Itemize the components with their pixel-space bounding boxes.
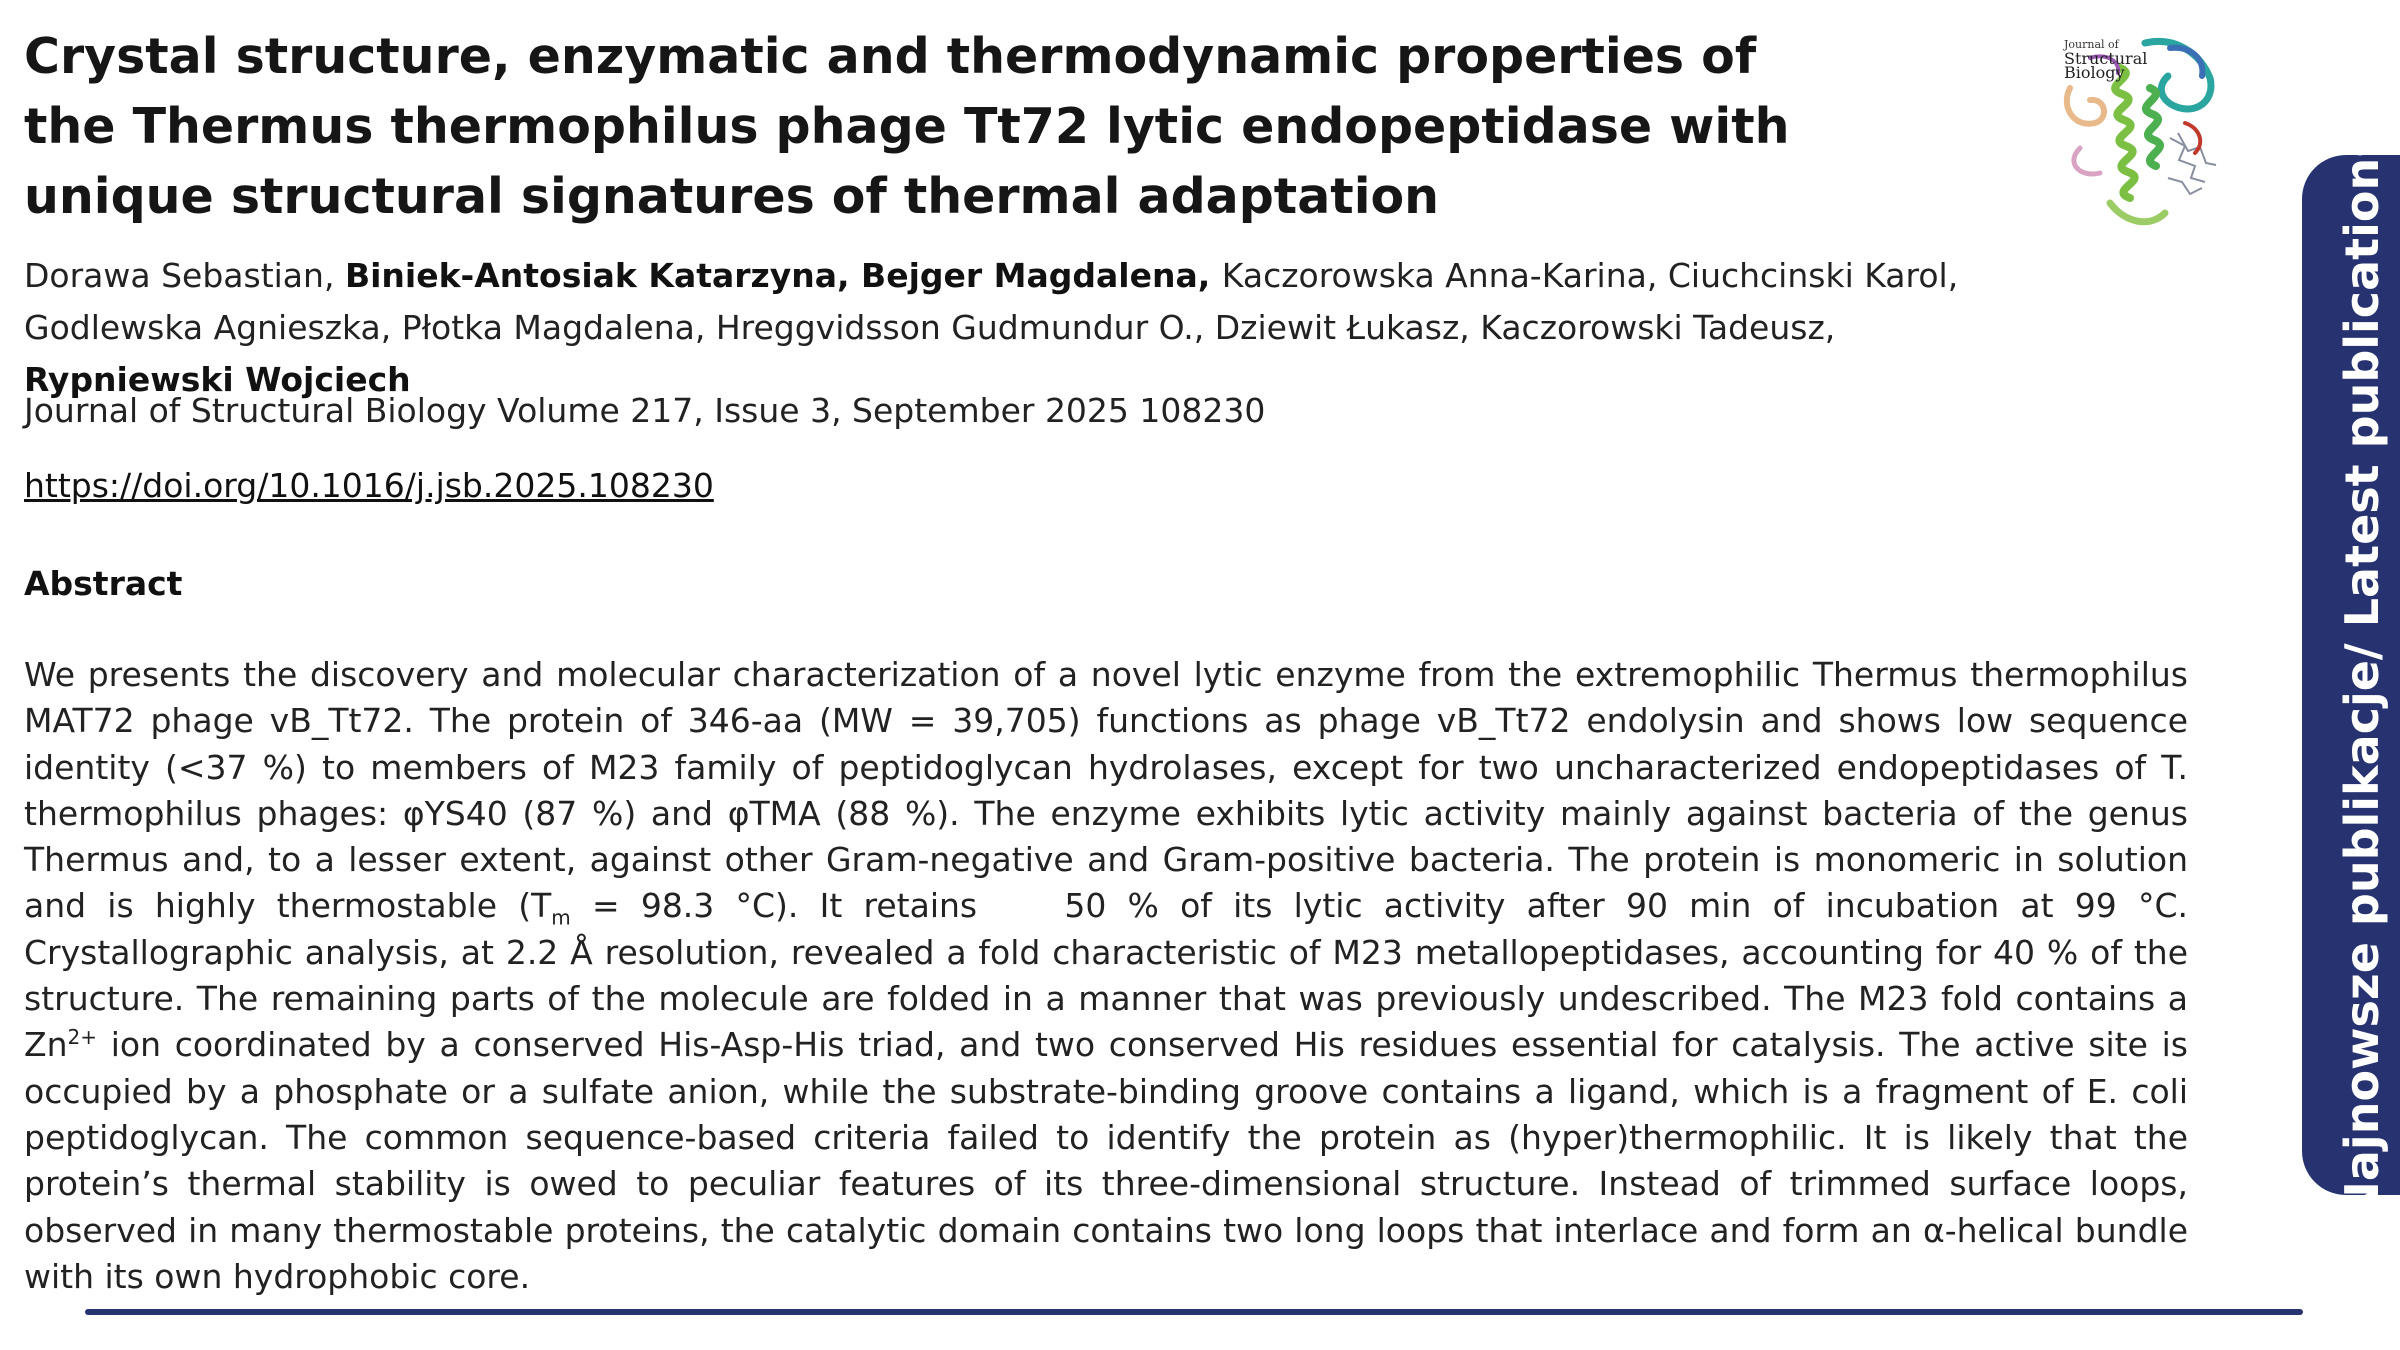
cover-journal-line3: Biology — [2064, 63, 2125, 82]
author-name: Dziewit Łukasz — [1214, 308, 1460, 347]
abstract-text-run: = 98.3 °C). It retains 50 % of its lytic activity after 90 min of incubation at 99 °C. Crystallographic analysis, at 2.2 Å resolution, revealed a fold characteristic of M23 metallopeptidases, accounting for 40 % of the structure. The remaining parts of the molecule are folded in a manner that was previously undescribed. The M23 fold contains a Zn — [24, 886, 2188, 1065]
author-name: Płotka Magdalena — [401, 308, 695, 347]
protein-structure-cover-icon — [2050, 28, 2220, 238]
journal-citation: Journal of Structural Biology Volume 217, Issue 3, September 2025 108230 — [24, 391, 1266, 430]
abstract-text-run: m — [551, 906, 571, 931]
author-name: Hreggvidsson Gudmundur O. — [715, 308, 1194, 347]
author-name: Ciuchcinski Karol — [1667, 256, 1948, 295]
author-name: Kaczorowska Anna-Karina — [1221, 256, 1647, 295]
cover-journal-line2: Structural — [2064, 49, 2148, 68]
latest-publications-tab[interactable] — [2302, 130, 2400, 1220]
author-name: Godlewska Agnieszka — [24, 308, 381, 347]
author-name: Bejger Magdalena, — [861, 256, 1211, 295]
latest-publications-label: Najnowsze publikacje/ Latest publications — [2335, 130, 2389, 1220]
doi-link[interactable]: https://doi.org/10.1016/j.jsb.2025.108230 — [24, 466, 714, 505]
cover-journal-line1: Journal of — [2064, 38, 2119, 51]
author-name: Rypniewski Wojciech — [24, 360, 411, 399]
abstract-text-run: We presents the discovery and molecular characterization of a novel lytic enzyme from the extremophilic Thermus thermophilus MAT72 phage vB_Tt72. The protein of 346-aa (MW = 39,705) functions as phage vB_Tt72 endolysin and shows low sequence identity (<37 %) to members of M23 family of peptidoglycan hydrolases, except for two uncharacterized endopeptidases of T. thermophilus phages: φYS40 (87 %) and φTMA (88 %). The enzyme exhibits lytic activity mainly against bacteria of the genus Thermus and, to a lesser extent, against other Gram-negative and Gram-positive bacteria. The protein is monomeric in solution and is highly thermostable (T — [24, 655, 2188, 926]
abstract-text-run: 2+ — [67, 1025, 98, 1050]
abstract-text-run: ion coordinated by a conserved His-Asp-His triad, and two conserved His residues essential for catalysis. The active site is occupied by a phosphate or a sulfate anion, while the substrate-binding groove contains a ligand, which is a fragment of E. coli peptidoglycan. The common sequence-based criteria failed to identify the protein as (hyper)thermophilic. It is likely that the protein’s thermal stability is owed to peculiar features of its three-dimensional structure. Instead of trimmed surface loops, observed in many thermostable proteins, the catalytic domain contains two long loops that interlace and form an α-helical bundle with its own hydrophobic core. — [24, 1025, 2188, 1296]
article-title: Crystal structure, enzymatic and thermodynamic properties of the Thermus thermophilus phage Tt72 lytic endopeptidase with unique structural signatures of thermal adaptation — [24, 28, 1790, 225]
bottom-divider — [85, 1309, 2303, 1315]
author-list: Dorawa Sebastian, Biniek-Antosiak Katarzyna, Bejger Magdalena, Kaczorowska Anna-Karina, Ciuchcinski Karol, Godlewska Agnieszka, Płotka Magdalena, Hreggvidsson Gudmundur O., Dziewit Łukasz, Kaczorowski Tadeusz, Rypniewski Wojciech — [24, 256, 1959, 399]
abstract-body — [24, 652, 2188, 1300]
author-name: Biniek-Antosiak Katarzyna — [344, 256, 838, 295]
author-name: Dorawa Sebastian — [24, 256, 324, 295]
author-name: Kaczorowski Tadeusz — [1480, 308, 1825, 347]
abstract-heading: Abstract — [24, 564, 183, 603]
